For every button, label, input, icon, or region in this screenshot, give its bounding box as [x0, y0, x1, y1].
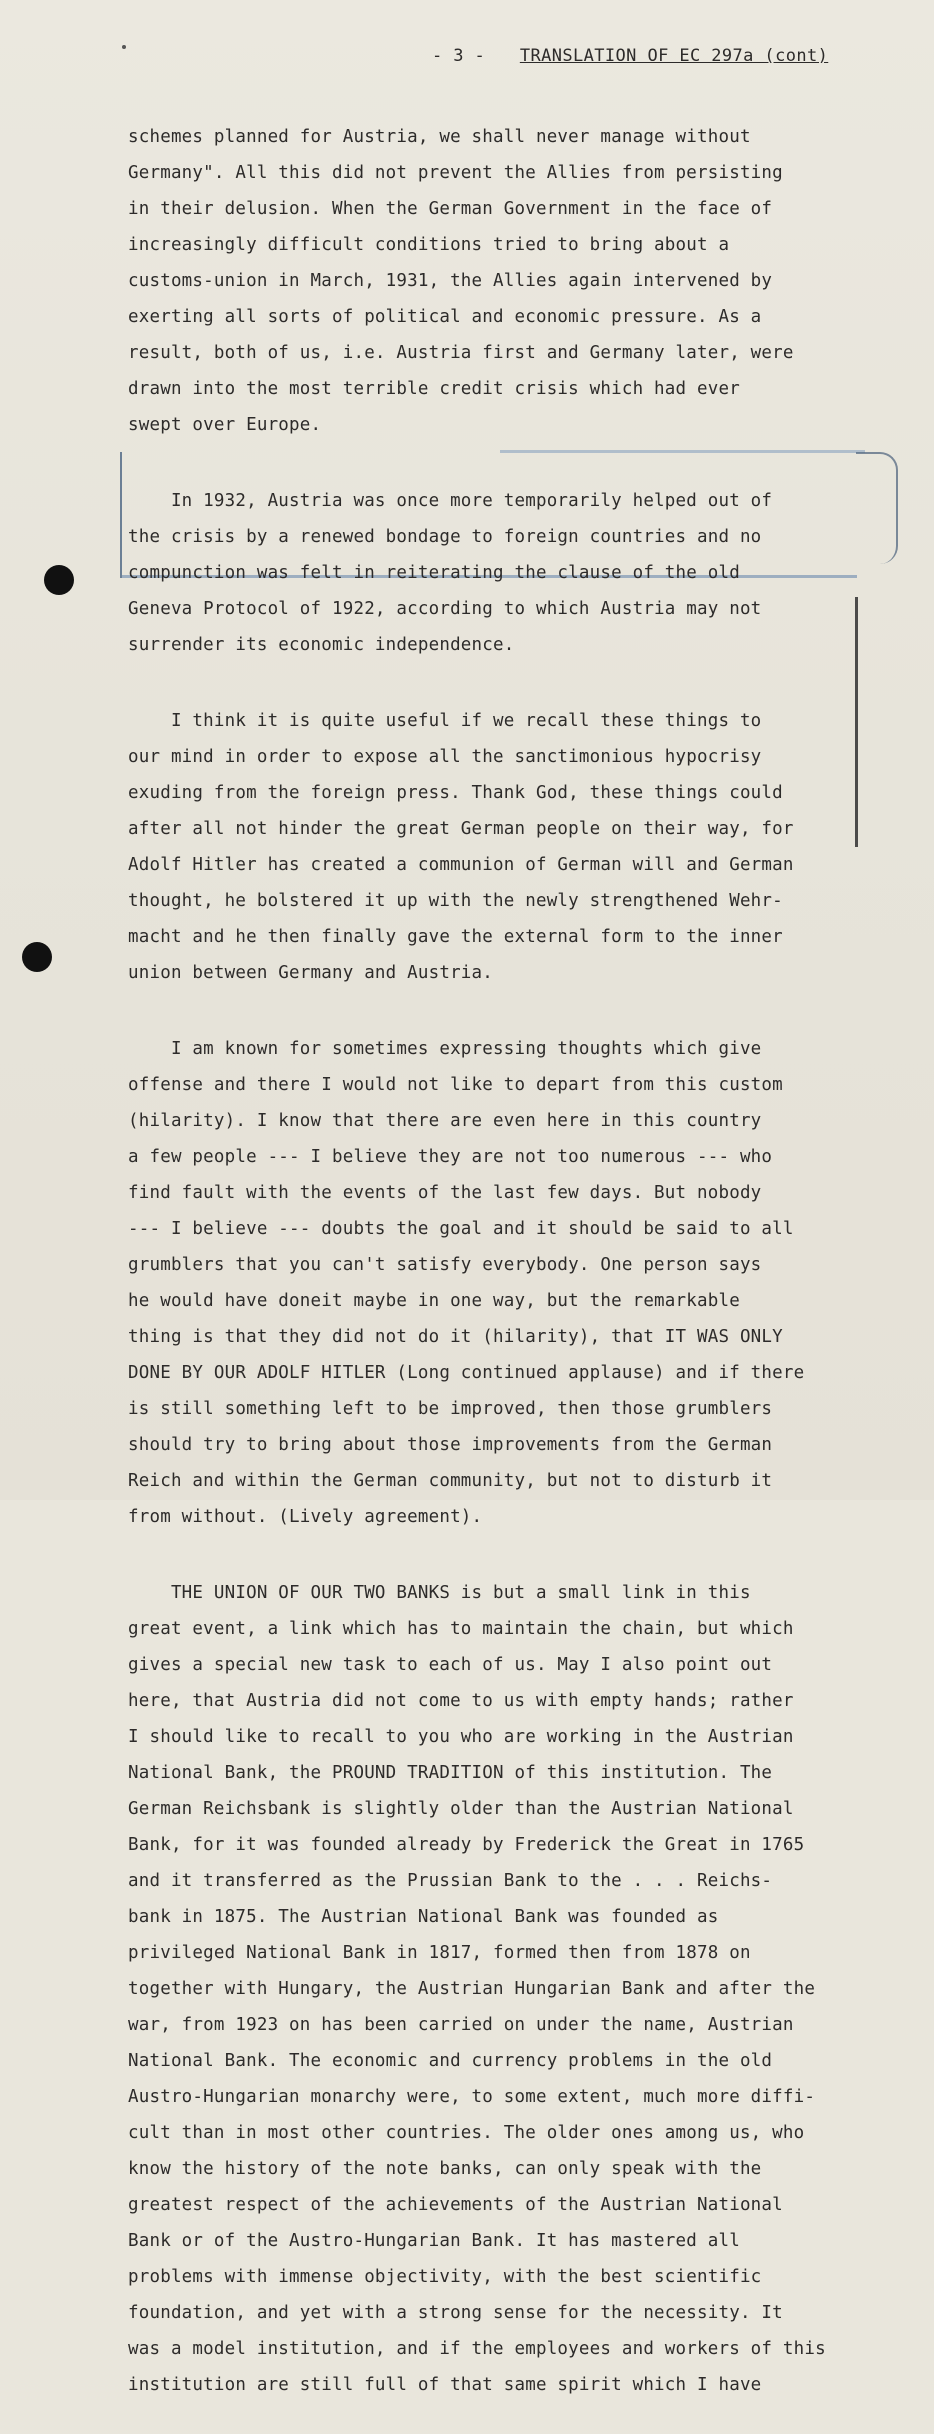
text-line: Bank, for it was founded already by Frederick the Great in 1765: [128, 1835, 805, 1855]
text-line: increasingly difficult conditions tried to bring about a: [128, 235, 730, 255]
paragraph-4: [128, 1022, 873, 1544]
text-line: war, from 1923 on has been carried on under the name, Austrian: [128, 2015, 794, 2035]
text-line: he would have doneit maybe in one way, but the remarkable: [128, 1291, 740, 1311]
document-body: [128, 110, 873, 2434]
text-line: greatest respect of the achievements of the Austrian National: [128, 2195, 783, 2215]
text-line: great event, a link which has to maintain the chain, but which: [128, 1619, 794, 1639]
text-line: foundation, and yet with a strong sense for the necessity. It: [128, 2303, 783, 2323]
text-line: compunction was felt in reiterating the clause of the old: [128, 563, 740, 583]
paragraph-5: [128, 1566, 873, 2412]
text-line: I think it is quite useful if we recall these things to: [128, 711, 762, 731]
text-line: Austro-Hungarian monarchy were, to some extent, much more diffi-: [128, 2087, 816, 2107]
text-line: know the history of the note banks, can only speak with the: [128, 2159, 762, 2179]
text-line: German Reichsbank is slightly older than the Austrian National: [128, 1799, 794, 1819]
text-line: swept over Europe.: [128, 415, 322, 435]
speck: [122, 45, 126, 49]
text-line: gives a special new task to each of us. May I also point out: [128, 1655, 773, 1675]
text-line: drawn into the most terrible credit crisis which had ever: [128, 379, 740, 399]
text-line: --- I believe --- doubts the goal and it should be said to all: [128, 1219, 794, 1239]
text-line: our mind in order to expose all the sanctimonious hypocrisy: [128, 747, 762, 767]
page-header: [432, 46, 894, 66]
text-line: customs-union in March, 1931, the Allies again intervened by: [128, 271, 773, 291]
text-line: here, that Austria did not come to us with empty hands; rather: [128, 1691, 794, 1711]
text-line: Germany". All this did not prevent the Allies from persisting: [128, 163, 783, 183]
text-line: Adolf Hitler has created a communion of German will and German: [128, 855, 794, 875]
punch-hole-bottom: [22, 942, 52, 972]
text-line: should try to bring about those improvements from the German: [128, 1435, 773, 1455]
text-line: Reich and within the German community, but not to disturb it: [128, 1471, 773, 1491]
text-line: National Bank, the PROUND TRADITION of this institution. The: [128, 1763, 773, 1783]
text-line: exerting all sorts of political and economic pressure. As a: [128, 307, 762, 327]
text-line: the crisis by a renewed bondage to foreign countries and no: [128, 527, 762, 547]
text-line: a few people --- I believe they are not too numerous --- who: [128, 1147, 773, 1167]
paragraph-1: [128, 110, 873, 452]
text-line: offense and there I would not like to depart from this custom: [128, 1075, 783, 1095]
text-line: together with Hungary, the Austrian Hungarian Bank and after the: [128, 1979, 816, 1999]
text-line: National Bank. The economic and currency problems in the old: [128, 2051, 773, 2071]
punch-hole-top: [44, 565, 74, 595]
text-line: problems with immense objectivity, with the best scientific: [128, 2267, 762, 2287]
paragraph-3: [128, 694, 873, 1000]
text-line: schemes planned for Austria, we shall never manage without: [128, 127, 751, 147]
paragraph-2: [128, 474, 873, 672]
text-line: Geneva Protocol of 1922, according to which Austria may not: [128, 599, 762, 619]
text-line: thought, he bolstered it up with the newly strengthened Wehr-: [128, 891, 783, 911]
text-line: institution are still full of that same spirit which I have: [128, 2375, 762, 2395]
text-line: and it transferred as the Prussian Bank to the . . . Reichs-: [128, 1871, 773, 1891]
text-line: macht and he then finally gave the external form to the inner: [128, 927, 783, 947]
text-line: bank in 1875. The Austrian National Bank was founded as: [128, 1907, 719, 1927]
text-line: privileged National Bank in 1817, formed then from 1878 on: [128, 1943, 751, 1963]
text-line: surrender its economic independence.: [128, 635, 515, 655]
text-line: was a model institution, and if the employees and workers of this: [128, 2339, 826, 2359]
text-line: In 1932, Austria was once more temporarily helped out of: [128, 491, 773, 511]
text-line: I should like to recall to you who are working in the Austrian: [128, 1727, 794, 1747]
page-number: - 3 -: [432, 46, 486, 66]
text-line: after all not hinder the great German people on their way, for: [128, 819, 794, 839]
text-line: is still something left to be improved, then those grumblers: [128, 1399, 773, 1419]
text-line: DONE BY OUR ADOLF HITLER (Long continued applause) and if there: [128, 1363, 805, 1383]
text-line: find fault with the events of the last few days. But nobody: [128, 1183, 762, 1203]
text-line: result, both of us, i.e. Austria first and Germany later, were: [128, 343, 794, 363]
text-line: exuding from the foreign press. Thank God, these things could: [128, 783, 783, 803]
text-line: I am known for sometimes expressing thoughts which give: [128, 1039, 762, 1059]
text-line: in their delusion. When the German Government in the face of: [128, 199, 773, 219]
text-line: union between Germany and Austria.: [128, 963, 494, 983]
text-line: Bank or of the Austro-Hungarian Bank. It has mastered all: [128, 2231, 740, 2251]
text-line: grumblers that you can't satisfy everybody. One person says: [128, 1255, 762, 1275]
text-line: cult than in most other countries. The older ones among us, who: [128, 2123, 805, 2143]
text-line: from without. (Lively agreement).: [128, 1507, 483, 1527]
document-title: TRANSLATION OF EC 297a (cont): [519, 46, 829, 66]
text-line: thing is that they did not do it (hilarity), that IT WAS ONLY: [128, 1327, 783, 1347]
text-line: (hilarity). I know that there are even here in this country: [128, 1111, 762, 1131]
text-line: THE UNION OF OUR TWO BANKS is but a small link in this: [128, 1583, 751, 1603]
